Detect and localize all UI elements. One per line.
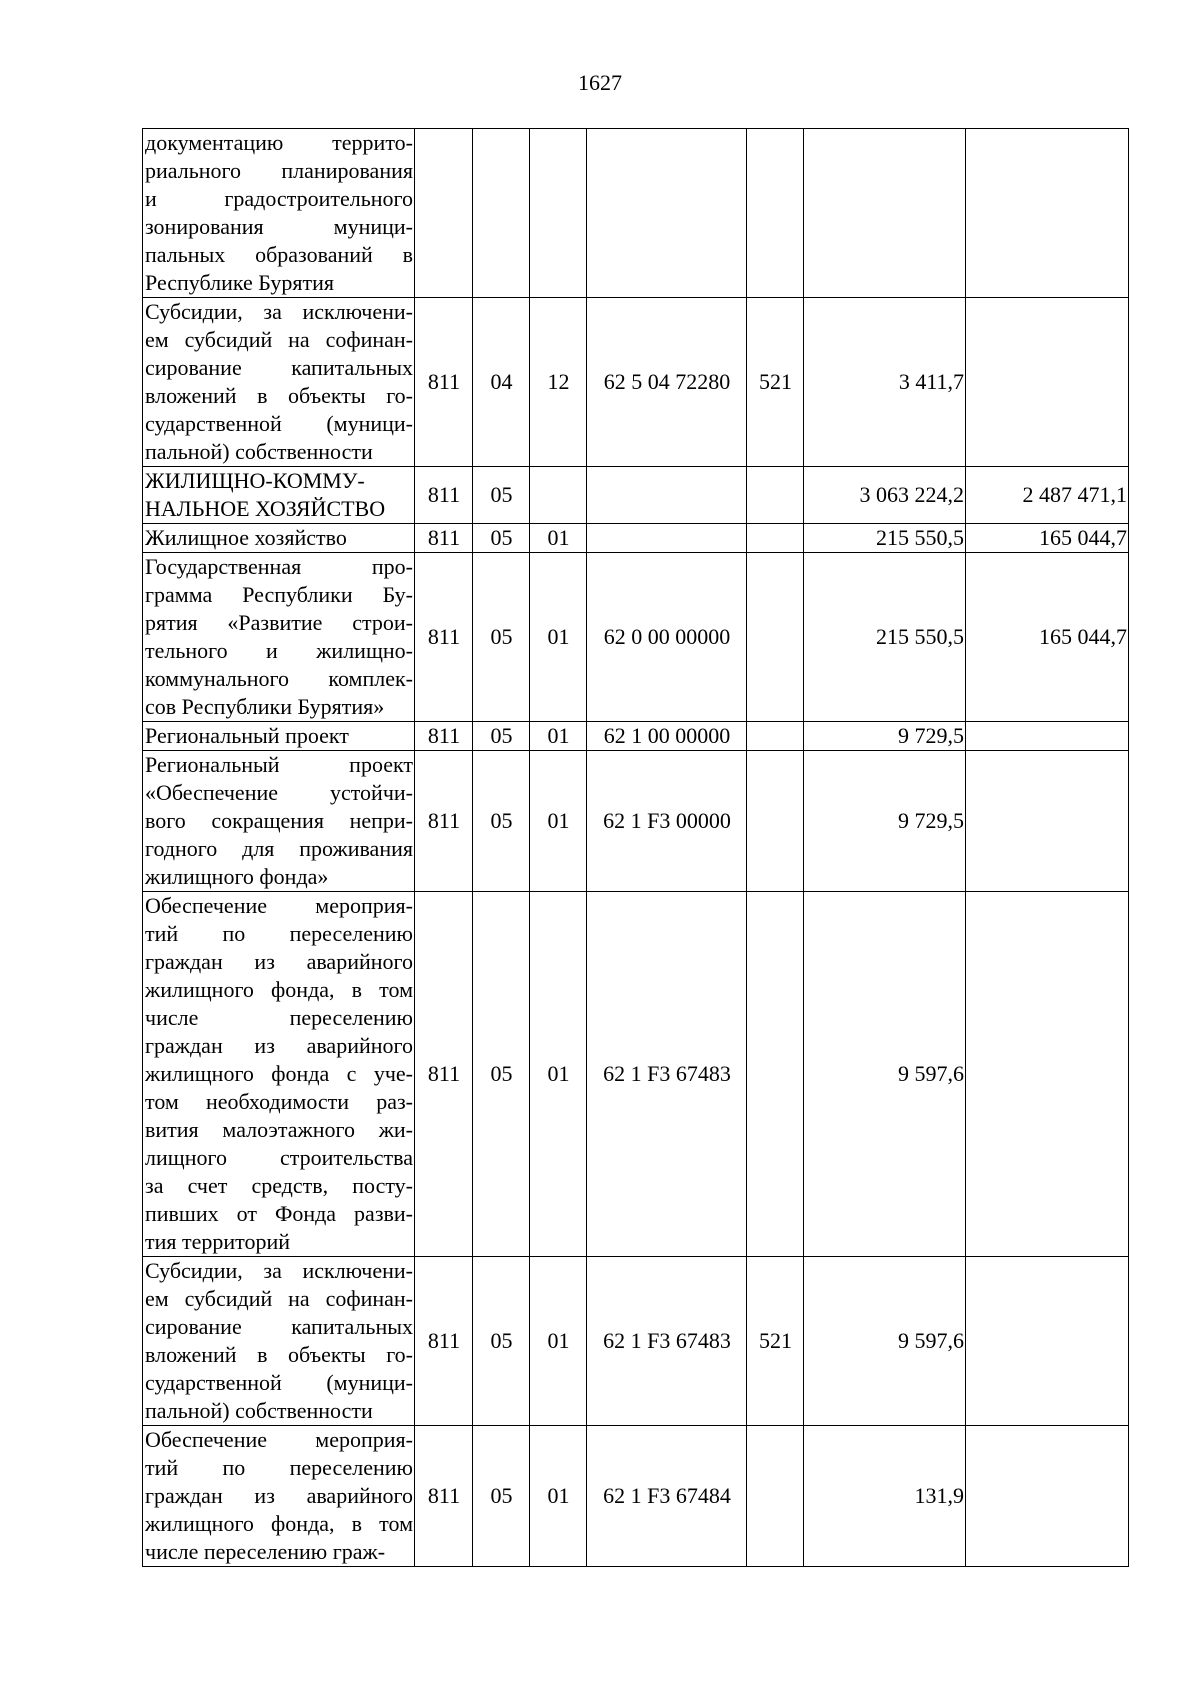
expense-type-code xyxy=(747,892,804,1257)
row-name-line: Субсидии, за исключени- xyxy=(145,299,413,324)
amount-year-2 xyxy=(966,1426,1129,1567)
row-name xyxy=(143,751,415,892)
amount-year-2: 165 044,7 xyxy=(966,524,1129,553)
target-article-code: 62 1 F3 67483 xyxy=(587,1257,747,1426)
page-number: 1627 xyxy=(578,70,622,95)
table-row xyxy=(143,524,1129,553)
amount-year-2 xyxy=(966,1257,1129,1426)
row-name-line: вого сокращения непри- xyxy=(145,808,413,833)
row-name xyxy=(143,892,415,1257)
expense-type-code xyxy=(747,467,804,524)
amount-year-1: 9 729,5 xyxy=(804,751,966,892)
row-name-line: пальной) собственности xyxy=(145,1398,373,1423)
row-name-line: НАЛЬНОЕ ХОЗЯЙСТВО xyxy=(145,496,386,521)
amount-year-1 xyxy=(804,129,966,298)
amount-year-2 xyxy=(966,892,1129,1257)
row-name-line: за счет средств, посту- xyxy=(145,1173,413,1198)
row-name-line: Региональный проект xyxy=(145,752,413,777)
amount-year-2: 2 487 471,1 xyxy=(966,467,1129,524)
row-name-line: жилищного фонда, в том xyxy=(145,977,413,1002)
subsection-code: 01 xyxy=(530,892,587,1257)
row-name-line: тий по переселению xyxy=(145,1455,413,1480)
subsection-code: 01 xyxy=(530,722,587,751)
row-name-line: тий по переселению xyxy=(145,921,413,946)
row-name xyxy=(143,129,415,298)
ministry-code: 811 xyxy=(415,298,473,467)
expense-type-code: 521 xyxy=(747,1257,804,1426)
target-article-code xyxy=(587,467,747,524)
row-name-line: сирование капитальных xyxy=(145,1314,413,1339)
section-code: 05 xyxy=(473,553,530,722)
budget-table xyxy=(142,128,1129,1567)
row-name xyxy=(143,1426,415,1567)
ministry-code: 811 xyxy=(415,553,473,722)
target-article-code xyxy=(587,129,747,298)
table-row xyxy=(143,467,1129,524)
amount-year-2: 165 044,7 xyxy=(966,553,1129,722)
row-name-line: коммунального комплек- xyxy=(145,666,413,691)
row-name-line: сударственной (муници- xyxy=(145,1370,413,1395)
row-name-line: числе переселению граж- xyxy=(145,1539,386,1564)
amount-year-1: 215 550,5 xyxy=(804,553,966,722)
section-code: 05 xyxy=(473,1257,530,1426)
table-row xyxy=(143,892,1129,1257)
row-name xyxy=(143,722,415,751)
table-row xyxy=(143,129,1129,298)
row-name-line: пивших от Фонда разви- xyxy=(145,1201,413,1226)
amount-year-1: 9 597,6 xyxy=(804,892,966,1257)
subsection-code: 01 xyxy=(530,1257,587,1426)
ministry-code: 811 xyxy=(415,722,473,751)
table-row xyxy=(143,751,1129,892)
amount-year-2 xyxy=(966,129,1129,298)
row-name-line: лищного строительства xyxy=(145,1145,413,1170)
row-name-line: сов Республики Бурятия» xyxy=(145,694,385,719)
row-name-line: Субсидии, за исключени- xyxy=(145,1258,413,1283)
section-code: 05 xyxy=(473,892,530,1257)
row-name-line: зонирования муници- xyxy=(145,214,413,239)
row-name xyxy=(143,467,415,524)
row-name-line: ЖИЛИЩНО-КОММУ- xyxy=(145,468,365,493)
amount-year-1: 3 063 224,2 xyxy=(804,467,966,524)
amount-year-1: 131,9 xyxy=(804,1426,966,1567)
expense-type-code: 521 xyxy=(747,298,804,467)
row-name-line: вложений в объекты го- xyxy=(145,1342,413,1367)
row-name-line: Обеспечение мероприя- xyxy=(145,1427,413,1452)
row-name xyxy=(143,524,415,553)
row-name-line: сударственной (муници- xyxy=(145,411,413,436)
target-article-code: 62 1 00 00000 xyxy=(587,722,747,751)
ministry-code: 811 xyxy=(415,467,473,524)
row-name-line: грамма Республики Бу- xyxy=(145,582,413,607)
amount-year-1: 3 411,7 xyxy=(804,298,966,467)
row-name-line: пальной) собственности xyxy=(145,439,373,464)
ministry-code: 811 xyxy=(415,524,473,553)
subsection-code: 12 xyxy=(530,298,587,467)
ministry-code: 811 xyxy=(415,1257,473,1426)
table-row xyxy=(143,722,1129,751)
ministry-code: 811 xyxy=(415,751,473,892)
amount-year-2 xyxy=(966,751,1129,892)
row-name-line: «Обеспечение устойчи- xyxy=(145,780,413,805)
row-name-line: том необходимости раз- xyxy=(145,1089,413,1114)
row-name-line: Республике Бурятия xyxy=(145,270,335,295)
target-article-code xyxy=(587,524,747,553)
subsection-code: 01 xyxy=(530,553,587,722)
row-name-line: риального планирования xyxy=(145,158,413,183)
row-name-line: жилищного фонда, в том xyxy=(145,1511,413,1536)
target-article-code: 62 1 F3 00000 xyxy=(587,751,747,892)
row-name-line: вития малоэтажного жи- xyxy=(145,1117,413,1142)
table-row xyxy=(143,298,1129,467)
row-name-line: и градостроительного xyxy=(145,186,413,211)
amount-year-2 xyxy=(966,298,1129,467)
ministry-code: 811 xyxy=(415,1426,473,1567)
row-name-line: документацию террито- xyxy=(145,130,413,155)
subsection-code xyxy=(530,467,587,524)
row-name-line: рятия «Развитие строи- xyxy=(145,610,413,635)
expense-type-code xyxy=(747,1426,804,1567)
row-name-line: ем субсидий на софинан- xyxy=(145,327,413,352)
row-name-line: жилищного фонда с уче- xyxy=(145,1061,413,1086)
table-row xyxy=(143,553,1129,722)
row-name xyxy=(143,553,415,722)
row-name-line: числе переселению xyxy=(145,1005,413,1030)
table-row xyxy=(143,1426,1129,1567)
amount-year-1: 9 729,5 xyxy=(804,722,966,751)
expense-type-code xyxy=(747,524,804,553)
row-name-line: тия территорий xyxy=(145,1229,291,1254)
subsection-code xyxy=(530,129,587,298)
row-name-line: граждан из аварийного xyxy=(145,949,413,974)
section-code: 05 xyxy=(473,722,530,751)
row-name xyxy=(143,298,415,467)
section-code: 04 xyxy=(473,298,530,467)
section-code: 05 xyxy=(473,467,530,524)
subsection-code: 01 xyxy=(530,1426,587,1567)
row-name-line: пальных образований в xyxy=(145,242,413,267)
section-code: 05 xyxy=(473,524,530,553)
expense-type-code xyxy=(747,722,804,751)
amount-year-2 xyxy=(966,722,1129,751)
ministry-code xyxy=(415,129,473,298)
amount-year-1: 9 597,6 xyxy=(804,1257,966,1426)
row-name-line: граждан из аварийного xyxy=(145,1483,413,1508)
subsection-code: 01 xyxy=(530,751,587,892)
expense-type-code xyxy=(747,129,804,298)
ministry-code: 811 xyxy=(415,892,473,1257)
row-name-line: ем субсидий на софинан- xyxy=(145,1286,413,1311)
expense-type-code xyxy=(747,751,804,892)
row-name-line: тельного и жилищно- xyxy=(145,638,413,663)
amount-year-1: 215 550,5 xyxy=(804,524,966,553)
section-code: 05 xyxy=(473,1426,530,1567)
row-name-line: жилищного фонда» xyxy=(145,864,329,889)
target-article-code: 62 1 F3 67483 xyxy=(587,892,747,1257)
section-code: 05 xyxy=(473,751,530,892)
subsection-code: 01 xyxy=(530,524,587,553)
target-article-code: 62 5 04 72280 xyxy=(587,298,747,467)
row-name-line: годного для проживания xyxy=(145,836,413,861)
expense-type-code xyxy=(747,553,804,722)
row-name-line: Государственная про- xyxy=(145,554,413,579)
row-name-line: сирование капитальных xyxy=(145,355,413,380)
row-name-line: Жилищное хозяйство xyxy=(145,525,347,550)
row-name-line: Региональный проект xyxy=(145,723,349,748)
row-name-line: вложений в объекты го- xyxy=(145,383,413,408)
section-code xyxy=(473,129,530,298)
row-name-line: Обеспечение мероприя- xyxy=(145,893,413,918)
target-article-code: 62 0 00 00000 xyxy=(587,553,747,722)
target-article-code: 62 1 F3 67484 xyxy=(587,1426,747,1567)
table-row xyxy=(143,1257,1129,1426)
row-name-line: граждан из аварийного xyxy=(145,1033,413,1058)
row-name xyxy=(143,1257,415,1426)
